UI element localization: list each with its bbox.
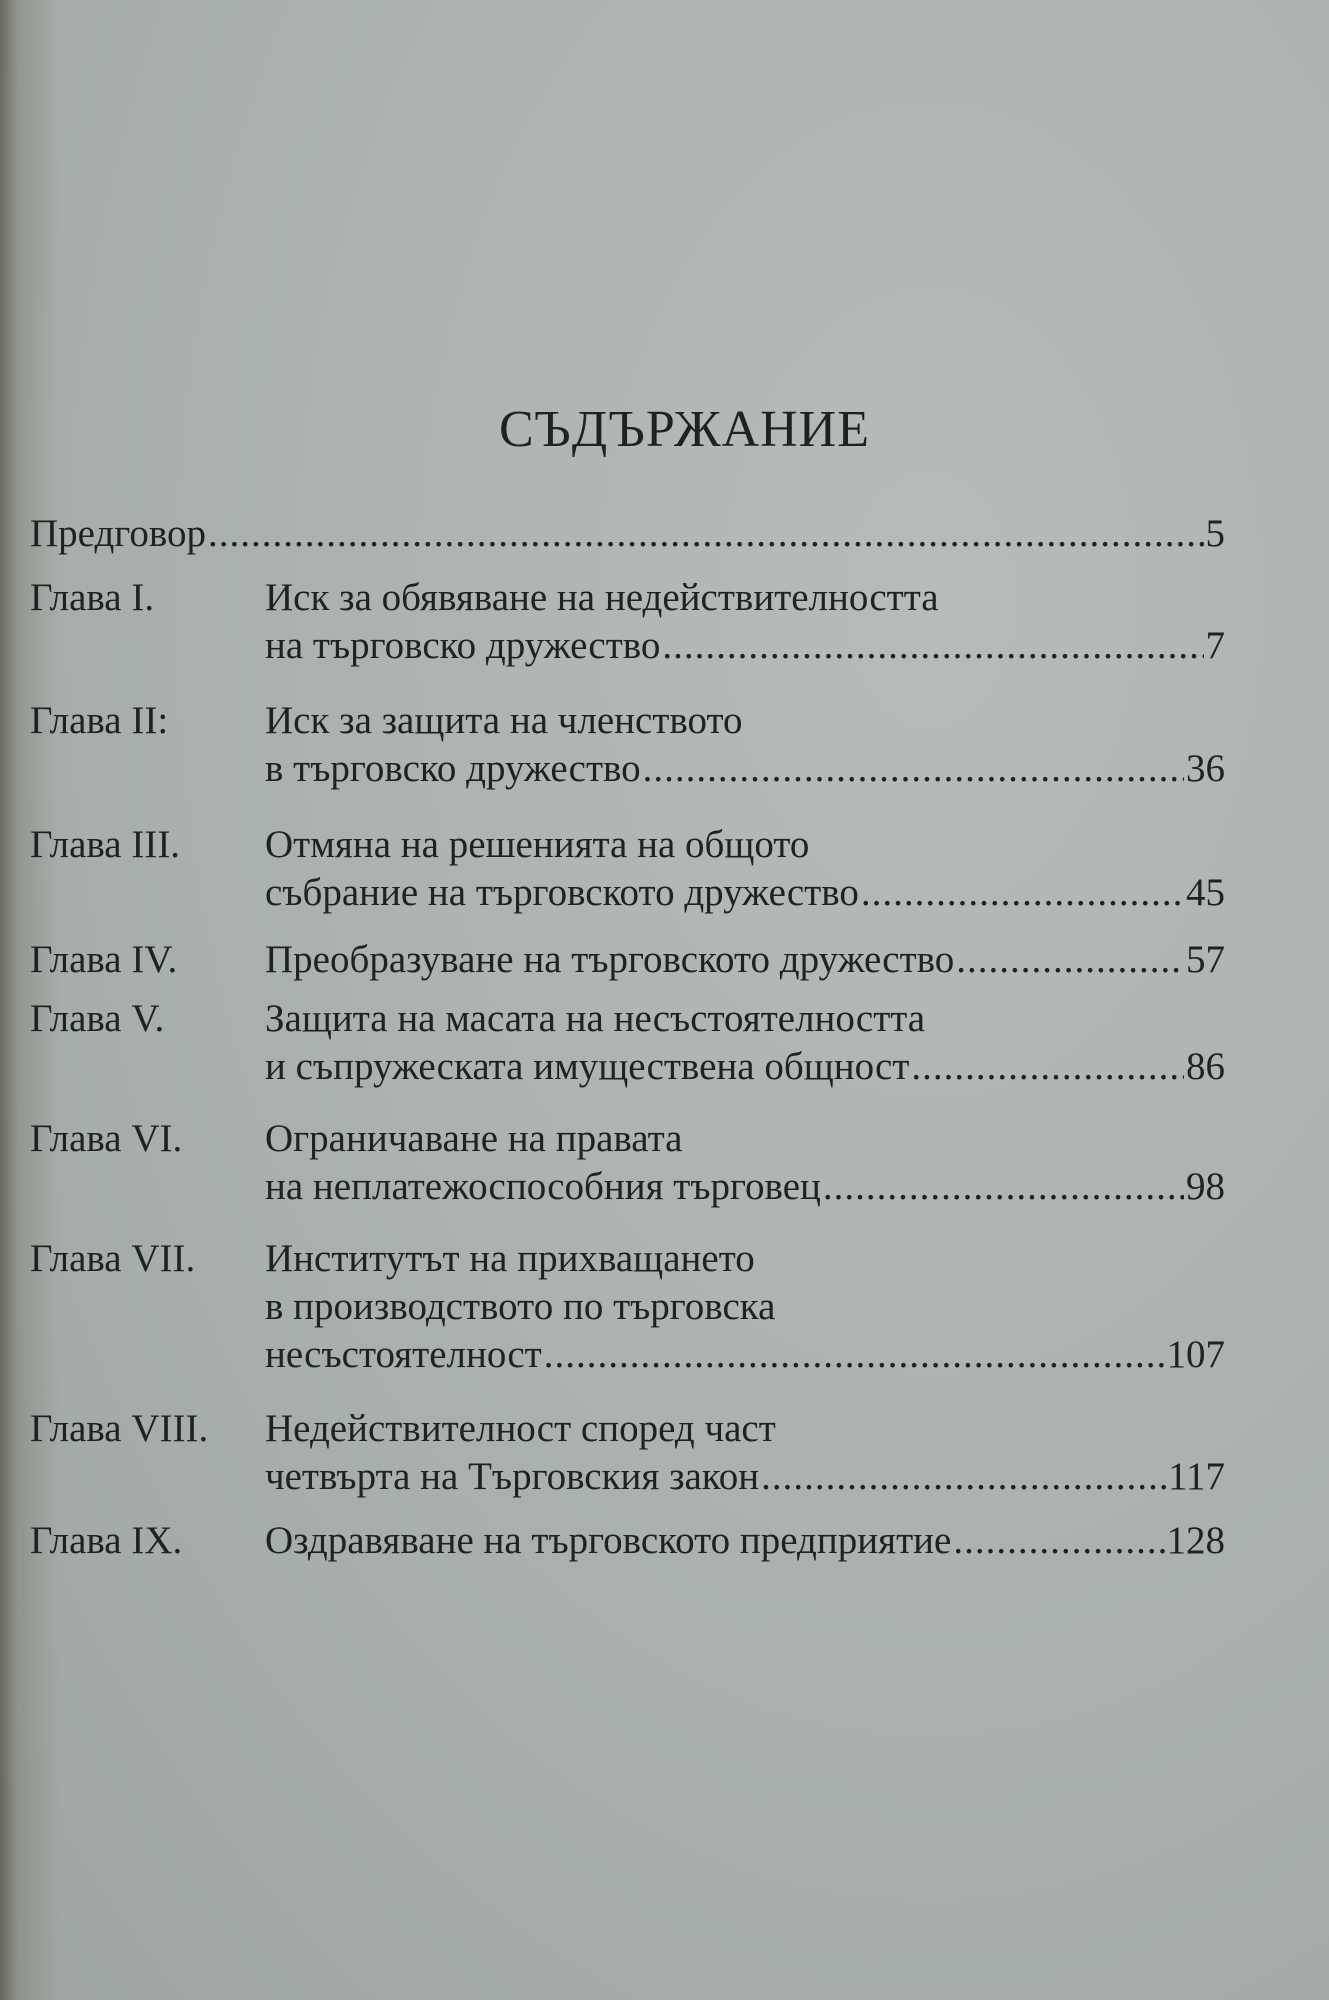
chapter-label: Глава I.	[30, 576, 155, 619]
dot-leader	[953, 1517, 1164, 1565]
dot-leader	[662, 622, 1203, 670]
toc-entry-title: Недействителност според част	[265, 1407, 776, 1450]
dot-leader	[761, 1453, 1166, 1501]
page-title: СЪДЪРЖАНИЕ	[498, 401, 870, 458]
toc-entry-title: Ограничаване на правата	[265, 1117, 683, 1160]
toc-page-number: 5	[1205, 512, 1225, 555]
toc-entry-title: четвърта на Търговския закон	[265, 1455, 760, 1498]
toc-entry-title: Иск за защита на членството	[265, 699, 743, 742]
toc-entry-title: събрание на търговското дружество	[265, 871, 859, 914]
chapter-label: Глава IX.	[30, 1519, 183, 1562]
toc-entry-title: Институтът на прихващането	[265, 1237, 755, 1280]
dot-leader	[911, 1043, 1184, 1091]
toc-entry-chapter-3	[30, 821, 1225, 917]
toc-entry-chapter-9	[30, 1517, 1225, 1565]
toc-entry-title: несъстоятелност	[265, 1333, 542, 1376]
toc-page-number: 45	[1186, 871, 1225, 914]
toc-entry-title: Преобразуване на търговското дружество	[265, 938, 955, 981]
chapter-label: Глава VI.	[30, 1117, 183, 1160]
toc-entry-chapter-6	[30, 1115, 1225, 1211]
toc-page-number: 36	[1186, 747, 1225, 790]
toc-entry-chapter-2	[30, 697, 1225, 793]
toc-entry-title: Отмяна на решенията на общото	[265, 823, 810, 866]
chapter-label: Глава VII.	[30, 1237, 196, 1280]
toc-entry-title: Иск за обявяване на недействителността	[265, 576, 939, 619]
toc-entry-title: в производството по търговска	[265, 1285, 776, 1328]
toc-entry-chapter-5	[30, 995, 1225, 1091]
dot-leader	[823, 1163, 1184, 1211]
chapter-label: Глава VIII.	[30, 1407, 209, 1450]
dot-leader	[956, 936, 1184, 984]
toc-entry-chapter-8	[30, 1405, 1225, 1501]
toc-page-number: 107	[1166, 1333, 1225, 1376]
dot-leader	[544, 1331, 1165, 1379]
toc-entry-chapter-4	[30, 936, 1225, 984]
toc-page-number: 86	[1186, 1045, 1225, 1088]
toc-entry-title: Оздравяване на търговското предприятие	[265, 1519, 952, 1562]
dot-leader	[208, 510, 1204, 558]
toc-page-number: 7	[1205, 624, 1225, 667]
toc-entry-title: и съпружеската имуществена общност	[265, 1045, 910, 1088]
toc-entry-chapter-7	[30, 1235, 1225, 1379]
toc-page-number: 57	[1186, 938, 1225, 981]
toc-page-number: 128	[1166, 1519, 1225, 1562]
toc-page-number: 98	[1186, 1165, 1225, 1208]
dot-leader	[861, 869, 1184, 917]
chapter-label: Глава IV.	[30, 938, 178, 981]
toc-entry-title: Предговор	[30, 512, 206, 555]
table-of-contents	[30, 510, 1225, 1565]
chapter-label: Глава II:	[30, 699, 169, 742]
toc-entry-preface	[30, 510, 1225, 558]
toc-entry-chapter-1	[30, 574, 1225, 670]
chapter-label: Глава V.	[30, 997, 165, 1040]
toc-entry-title: на неплатежоспособния търговец	[265, 1165, 821, 1208]
chapter-label: Глава III.	[30, 823, 181, 866]
toc-entry-title: на търговско дружество	[265, 624, 661, 667]
toc-page-number: 117	[1167, 1455, 1225, 1498]
dot-leader	[643, 745, 1184, 793]
toc-entry-title: Защита на масата на несъстоятелността	[265, 997, 926, 1040]
toc-entry-title: в търговско дружество	[265, 747, 641, 790]
